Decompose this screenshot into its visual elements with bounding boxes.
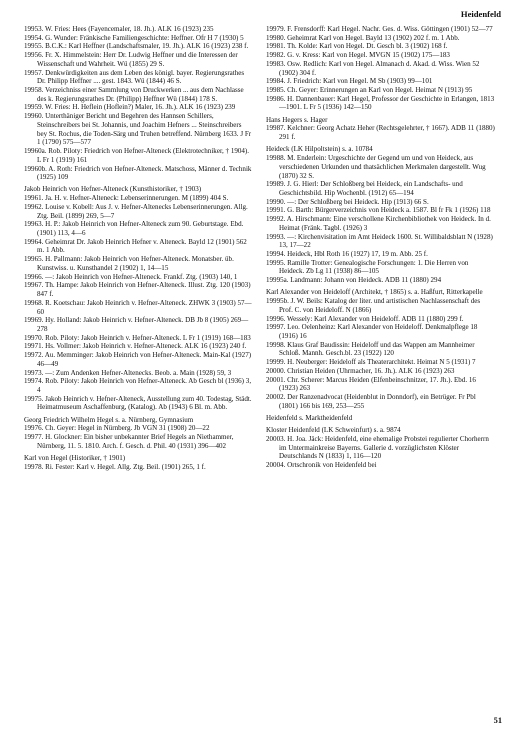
bibliography-entry: 19955. B.C.K.: Karl Heffner (Landschaftsmaler, 19. Jh.). ALK 16 (1923) 238 f.	[24, 42, 249, 51]
bibliography-entry: 19977. H. Glockner: Ein bisher unbekannter Brief Hegels an Niethammer, Nürnberg, 11. 5. 1810. Arch. f. Gesch. d. Phil. 40 (1931) 396—402	[24, 433, 234, 450]
section-heading: Heideck (LK Hilpoltstein) s. a. 10784	[266, 145, 373, 154]
bibliography-entry: 19962. Louise v. Kobell: Aus J. v. Hefner-Altenecks Lebenserinnerungen. Allg. Ztg. Beil. (1899) 269, 5—7	[24, 202, 248, 220]
bibliography-entry: 19968. R. Koetschau: Jakob Heinrich v. Hefner-Alteneck. ZHWK 3 (1903) 57—60	[24, 298, 252, 316]
bibliography-entry: 19995b. J. W. Beils: Katalog der liter. und artistischen Nachlassenschaft des Prof. C. von Heideloff. N (1866)	[266, 297, 481, 314]
bibliography-entry: 19971. Hs. Vollmer: Jakob Heinrich v. Hefner-Alteneck. ALK 16 (1923) 240 f.	[24, 342, 247, 351]
bibliography-entry: 19960. Unterthäniger Bericht und Begehren des Hannsen Schillers, Steinschreibers bei St. Johannis, und Joachim Hefners ... Steinschreibers bey St. Rochus, die Toden-Särg und Truhen betreffend. Nürnberg 1633. J Fr 1 (1790) 575—577	[24, 112, 252, 147]
bibliography-entry: 19967. Th. Hampe: Jakob Heinrich von Hefner-Alteneck. Illust. Ztg. 120 (1903) 847 f.	[24, 281, 251, 299]
bibliography-entry: 19957. Denkwürdigkeiten aus dem Leben des königl. bayer. Regierungsrathes Dr. Philipp Heffner .... gest. 1843. Wü (1844) 46 S.	[24, 68, 245, 86]
left-column	[24, 25, 253, 471]
bibliography-entry: 19960b. A. Roth: Friedrich von Hefner-Alteneck. Matschoss, Männer d. Technik (1925) 109	[24, 164, 252, 182]
bibliography-entry: 19993. —: Kirchenvisitation im Amt Heideck 1600. St. Willibaldsblatt N (1928) 13, 17—22	[266, 232, 493, 250]
bibliography-entry: 19988. M. Enderlein: Urgeschichte der Gegend um und von Heideck, aus verschiedenen Urkunden und thatsächlichen Merkmalen dargestellt. Wug (1870) 32 S.	[266, 154, 486, 180]
bibliography-entry: 19975. Jakob Heinrich v. Hefner-Alteneck, Ausstellung zum 40. Todestag, Städt. Heimatmuseum Aschaffenburg, (Katalog). Ab (1943) 6 Bl. m. Abb.	[24, 394, 252, 412]
bibliography-entry: 19995. Ramille Trotter: Genealogische Forschungen: 1. Die Herren von Heideck. Zb Lg 11 (1938) 86—105	[266, 258, 469, 276]
bibliography-entry: 19963. H. P.: Jakob Heinrich von Hefner-Alteneck zum 90. Geburtstage. Ebd. (1901) 113, 4—6	[24, 220, 244, 238]
bibliography-entry: 19966. —: Jakob Heinrich von Hefner-Alteneck. Frankf. Ztg. (1903) 140, 1	[24, 272, 238, 281]
bibliography-entry: 19960a. Rob. Piloty: Friedrich von Hefner-Alteneck (Elektrotechniker, † 1904). L Fr 1 (1919) 161	[24, 147, 250, 164]
bibliography-entry: 19989. J. G. Hierl: Der Schloßberg bei Heideck, ein Landschafts- und Geschichtsbild. Hip Wochenbl. (1912) 65—194	[266, 180, 463, 197]
bibliography-entry: 19990. —: Der Schloßberg bei Heideck. Hip (1913) 66 S.	[266, 197, 429, 206]
bibliography-entry: 19954. G. Wunder: Fränkische Familiengeschichte: Heffner. Ofr H 7 (1930) 5	[24, 33, 244, 42]
bibliography-entry: 19995a. Landmann: Johann von Heideck. ADB 11 (1880) 294	[266, 276, 442, 285]
bibliography-entry: 19982. G. v. Kress: Karl von Hegel. MVGN 15 (1902) 175—183	[266, 51, 450, 60]
bibliography-entry: 20001. Chr. Scherer: Marcus Heiden (Elfenbeinschnitzer, 17. Jh.). Ebd. 16 (1923) 263	[266, 375, 476, 393]
section-heading: Heidenfeld s. Marktheidenfeld	[266, 413, 353, 422]
bibliography-entry: 19992. A. Hirschmann: Eine verschollene Kirchenbibliothek von Heideck. In d. Heimat (Fränk. Tagbl. (1926) 3	[266, 215, 491, 232]
bibliography-entry: 20003. H. Joa. Jäck: Heidenfeld, eine ehemalige Probstei regulierter Chorherrn im Untermainkreise Bayerns. Gallerie d. vorzüglichsten Klöster Deutschlands N (1833) 1, 116—120	[266, 434, 489, 461]
bibliography-entry: 20002. Der Ranzenadvocat (Heidenblut in Donndorf), ein Betrüger. Fr Pbl (1801) 166 bis 169, 253—255	[266, 392, 476, 410]
bibliography-entry: 19987. Kelchner: Georg Achatz Heher (Rechtsgelehrter, † 1667). ADB 11 (1880) 291 f.	[266, 124, 495, 142]
section-heading: Georg Friedrich Wilhelm Hegel s. a. Nürnberg, Gymnasium	[24, 415, 194, 424]
section-heading: Jakob Heinrich von Hefner-Alteneck (Kunsthistoriker, † 1903)	[24, 185, 202, 194]
bibliography-entry: 19964. Geheimrat Dr. Jakob Heinrich Hefner v. Alteneck. Bayld 12 (1901) 562 m. 1 Abb.	[24, 237, 247, 255]
bibliography-entry: 19953. W. Fries: Hees (Fayencemaler, 18. Jh.). ALK 16 (1923) 235	[24, 25, 214, 33]
bibliography-entry: 19981. Th. Kolde: Karl von Hegel. Dt. Gesch bl. 3 (1902) 168 f.	[266, 42, 448, 51]
bibliography-entry: 19970. Rob. Piloty: Jakob Heinrich v. Hefner-Alteneck. L Fr 1 (1919) 168—183	[24, 333, 251, 342]
bibliography-entry: 19979. F. Frensdorff: Karl Hegel. Nachr. Ges. d. Wiss. Göttingen (1901) 52—77	[266, 25, 493, 33]
bibliography-entry: 19985. Ch. Geyer: Erinnerungen an Karl von Hegel. Heimat N (1913) 95	[266, 86, 473, 95]
bibliography-entry: 20004. Ortschronik von Heidenfeld bei	[266, 461, 377, 469]
right-column	[266, 25, 495, 470]
bibliography-entry: 19969. Hy. Holland: Jakob Heinrich v. Hefner-Alteneck. DB Jb 8 (1905) 269—278	[24, 316, 249, 333]
bibliography-entry: 19998. Klaus Graf Baudissin: Heideloff und das Wappen am Mannheimer Schloß. Mannh. Gesch.bl. 23 (1922) 120	[266, 340, 475, 358]
page-number: 51	[493, 716, 502, 725]
bibliography-entry: 19965. H. Pallmann: Jakob Heinrich von Hefner-Alteneck. Monatsber. üb. Kunstwiss. u. Kunsthandel 2 (1902) 1, 14—15	[24, 255, 234, 272]
bibliography-entry: 19956. Fr. X. Himmelstein: Herr Dr. Ludwig Heffner und die Interessen der Wissenschaft und Wahrheit. Wü (1855) 29 S.	[24, 51, 238, 68]
bibliography-entry: 19997. Leo. Oelenheinz: Karl Alexander von Heideloff. Denkmalpflege 18 (1916) 16	[266, 323, 478, 340]
section-heading: Kloster Heidenfeld (LK Schweinfurt) s. a. 9874	[266, 426, 401, 435]
bibliography-entry: 19991. G. Barth: Bürgerverzeichnis von Heideck a. 1587. Bl fr Fk 1 (1926) 118	[266, 206, 491, 215]
bibliography-entry: 19972. Au. Memminger: Jakob Heinrich von Hefner-Alteneck. Main-Kal (1927) 46—49	[24, 351, 252, 368]
section-heading: Hans Hegers s. Hager	[266, 115, 328, 124]
bibliography-entry: 19999. H. Neuberger: Heideloff als Theaterarchitekt. Heimat N 5 (1931) 7	[266, 358, 476, 367]
bibliography-entry: 19994. Heideck, Hbl Roth 16 (1927) 17, 19 m. Abb. 25 f.	[266, 249, 428, 258]
bibliography-entry: 19983. Osw. Redlich: Karl von Hegel. Almanach d. Akad. d. Wiss. Wien 52 (1902) 304 f.	[266, 59, 480, 77]
bibliography-entry: 19984. J. Friedrich: Karl von Hegel. M Sb (1903) 99—101	[266, 77, 433, 86]
bibliography-entry: 19959. W. Fries: H. Heflein (Hoflein?) Maler, 16. Jh.). ALK 16 (1923) 239	[24, 103, 236, 112]
bibliography-entry: 19958. Verzeichniss einer Sammlung von Druckwerken ... aus dem Nachlasse des k. Regierungsrathes Dr. (Philipp) Heffner Wü (1844) 178 S.	[24, 86, 244, 103]
bibliography-entry: 19980. Geheimrat Karl von Hegel. Bayld 13 (1902) 202 f. m. 1 Abb.	[266, 33, 460, 42]
bibliography-entry: 19978. Ri. Fester: Karl v. Hegel. Allg. Ztg. Beil. (1901) 265, 1 f.	[24, 462, 206, 471]
bibliography-entry: 20000. Christian Heiden (Uhrmacher, 16. Jh.). ALK 16 (1923) 263	[266, 366, 455, 375]
bibliography-entry: 19996. Wessely: Karl Alexander von Heideloff. ADB 11 (1880) 299 f.	[266, 314, 464, 323]
bibliography-entry: 19973. —: Zum Andenken Hefner-Altenecks. Beob. a. Main (1928) 59, 3	[24, 368, 232, 377]
bibliography-entry: 19961. Ja. H. v. Hefner-Alteneck: Lebenserinnerungen. M (1899) 404 S.	[24, 194, 229, 203]
section-heading: Karl von Hegel (Historiker, † 1901)	[24, 454, 126, 462]
bibliography-entry: 19974. Rob. Piloty: Jakob Heinrich von Hefner-Alteneck. Ab Gesch bl (1936) 3, 4	[24, 377, 252, 394]
bibliography-entry: 19976. Ch. Geyer: Hegel in Nürnberg. Jb VGN 31 (1908) 20—22	[24, 424, 210, 433]
bibliography-entry: 19986. H. Dannenbauer: Karl Hegel, Professor der Geschichte in Erlangen, 1813—1901. L Fr 5 (1936) 142—150	[266, 94, 495, 112]
section-heading: Karl Alexander von Heideloff (Architekt, † 1865) s. a. Haßfurt, Ritterkapelle	[266, 288, 483, 297]
running-head: Heidenfeld	[460, 9, 501, 19]
